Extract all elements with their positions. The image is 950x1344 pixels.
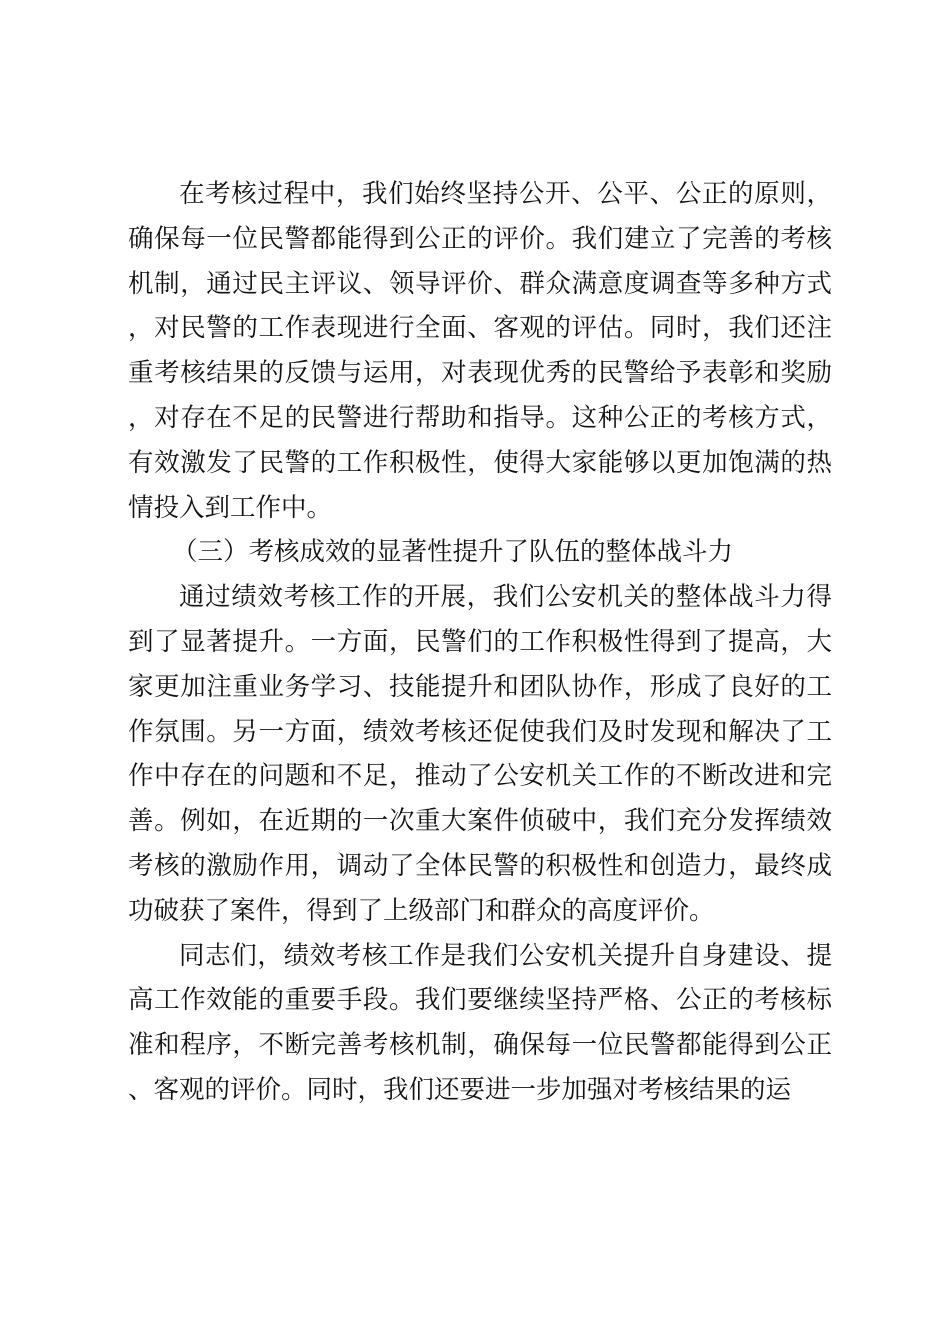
body-paragraph: 通过绩效考核工作的开展，我们公安机关的整体战斗力得到了显著提升。一方面，民警们的工作积极性得到了提高，大家更加注重业务学习、技能提升和团队协作，形成了良好的工作氛围。另一方面，绩效考核还促使我们及时发现和解决了工作中存在的问题和不足，推动了公安机关工作的不断改进和完善。例如，在近期的一次重大案件侦破中，我们充分发挥绩效考核的激励作用，调动了全体民警的积极性和创造力，最终成功破获了案件，得到了上级部门和群众的高度评价。 xyxy=(128,582,832,926)
document-body xyxy=(128,172,832,1113)
body-paragraph: 在考核过程中，我们始终坚持公开、公平、公正的原则，确保每一位民警都能得到公正的评价。我们建立了完善的考核机制，通过民主评议、领导评价、群众满意度调查等多种方式，对民警的工作表现进行全面、客观的评估。同时，我们还注重考核结果的反馈与运用，对表现优秀的民警给予表彰和奖励，对存在不足的民警进行帮助和指导。这种公正的考核方式，有效激发了民警的工作积极性，使得大家能够以更加饱满的热情投入到工作中。 xyxy=(128,179,832,523)
section-heading: （三）考核成效的显著性提升了队伍的整体战斗力 xyxy=(172,537,734,568)
body-paragraph: 同志们，绩效考核工作是我们公安机关提升自身建设、提高工作效能的重要手段。我们要继续坚持严格、公正的考核标准和程序，不断完善考核机制，确保每一位民警都能得到公正、客观的评价。同时，我们还要进一步加强对考核结果的运 xyxy=(128,940,832,1105)
